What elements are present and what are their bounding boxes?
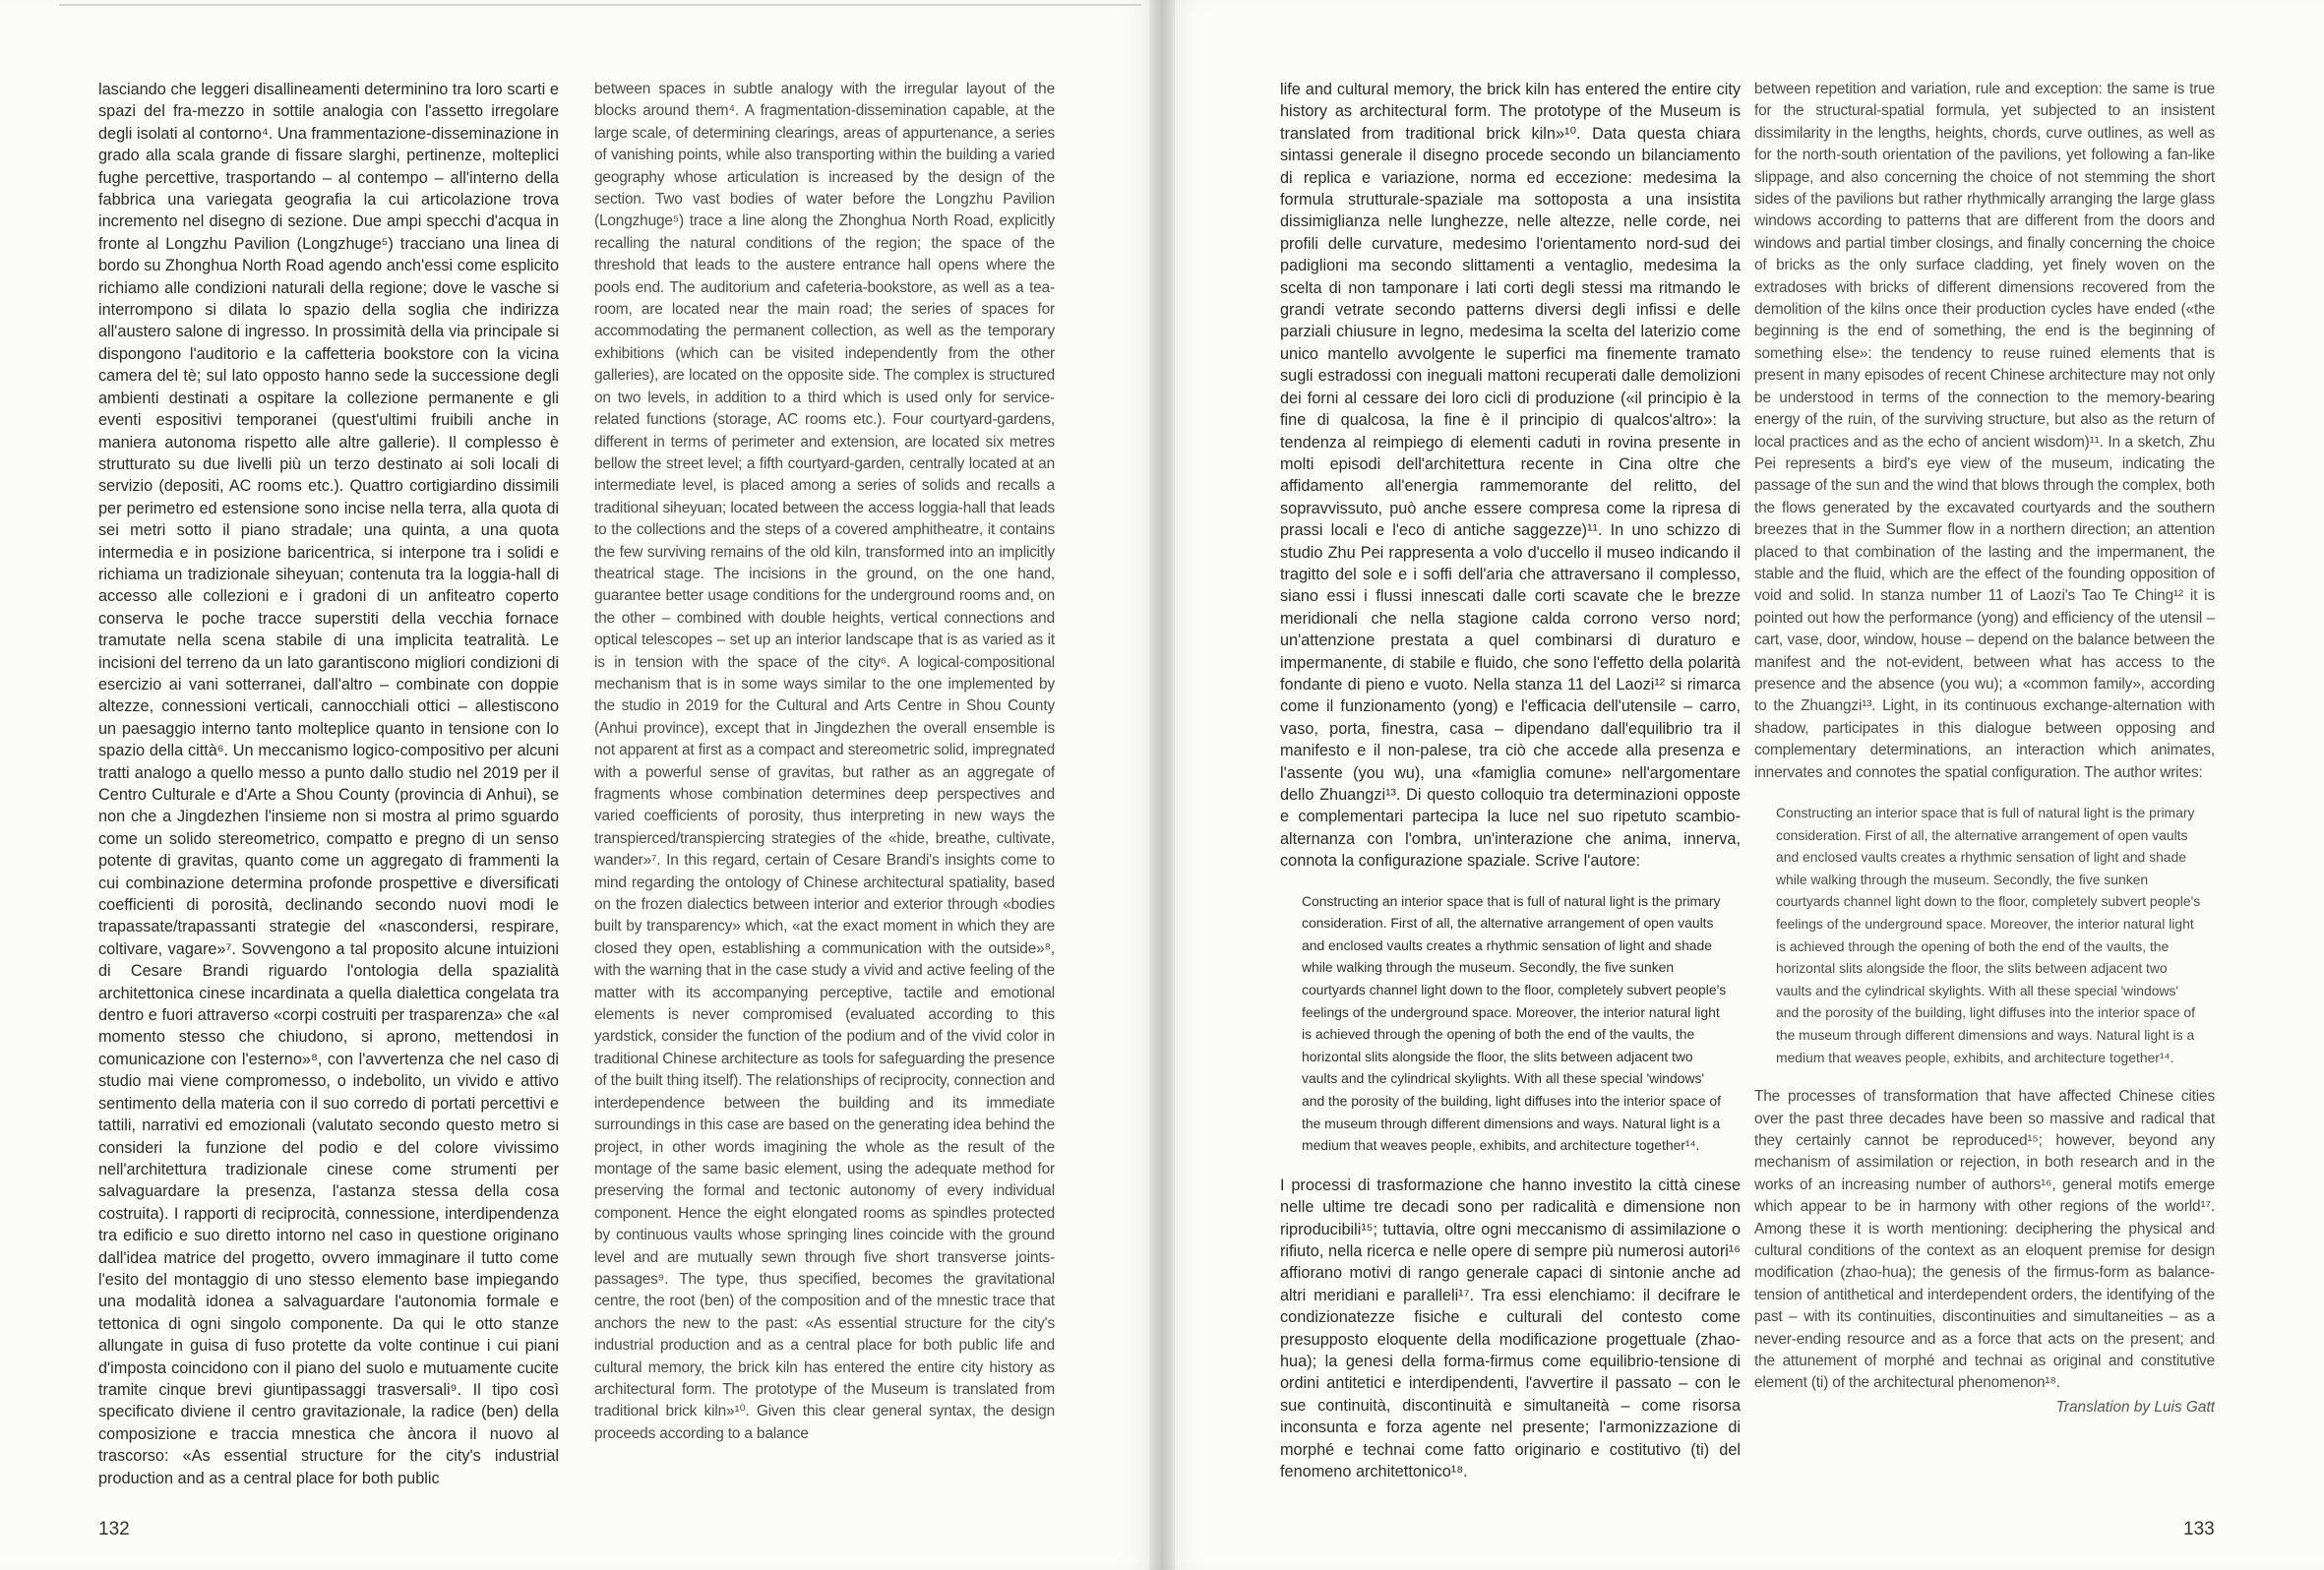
italian-body-text: lasciando che leggeri disallineamenti determinino tra loro scarti e spazi del fra-mezzo in sottile analogia con l'assetto irregolare degli isolati al contorno⁴. Una frammentazione-disseminazione in grado alla scala grande di fissare slarghi, pertinenze, molteplici fughe percettive, trasportando – al contempo – all'interno della fabbrica una variegata geografia la cui articolazione trova incremento nel disegno di sezione. Due ampi specchi d'acqua in fronte al Longzhu Pavilion (Longzhuge⁵) tracciano una linea di bordo su Zhonghua North Road agendo anch'essi come esplicito richiamo alle condizioni naturali della regione; dove le vasche si interrompono si dilata lo spazio della soglia che indirizza all'austero salone di ingresso. In prossimità della via principale si dispongono l'auditorio e la caffetteria bookstore con la vicina camera del tè; sul lato opposto hanno sede la successione degli ambienti destinati a ospitare la collezione permanente e gli eventi espositivi temporanei (quest'ultimi fruibili anche in maniera autonoma rispetto alle altre gallerie). Il complesso è strutturato su due livelli più un terzo destinato ai soli locali di servizio (depositi, AC rooms etc.). Quattro cortigiardino dissimili per perimetro ed estensione sono incise nella terra, alla quota di sei metri sotto il piano stradale; una quinta, a una quota intermedia e in posizione baricentrica, si interpone tra i solidi e richiama un tradizionale siheyuan; contenuta tra la loggia-hall di accesso alle collezioni e i gradoni di un anfiteatro coperto conserva le poche tracce superstiti della vecchia fornace tramutate nella scena stabile di una implicita teatralità. Le incisioni del terreno da un lato garantiscono migliori condizioni di esercizio ai vani sotterranei, dall'altro – combinate con doppie altezze, connessioni verticali, cannocchiali ottici – allestiscono un paesaggio interno tanto molteplice quanto in tensione con lo spazio della città⁶. Un meccanismo logico-compositivo per alcuni tratti analogo a quello messo a punto dallo studio nel 2019 per il Centro Culturale e d'Arte a Shou County (provincia di Anhui), se non che a Jingdezhen l'insieme non si mostra al primo sguardo come un solido stereometrico, compatto e pregno di un senso potente di gravitas, quanto come un aggregato di frammenti la cui combinazione determina profonde prospettive e diversificati coefficienti di porosità, declinando secondo nuovi modi le trapassate/trapassanti strategie del «nascondersi, respirare, coltivare, vagare»⁷. Sovvengono a tal proposito alcune intuizioni di Cesare Brandi riguardo l'ontologia della spazialità architettonica cinese incardinata a quella dialettica congelata tra dentro e fuori attraverso «corpi costruiti per trasparenza» che «al momento stesso che chiudono, si aprono, mettendosi in comunicazione con l'esterno»⁸, con l'avvertenza che nel caso di studio mai viene compromesso, o indebolito, un vivido e attivo sentimento della materia con il suo corredo di portati percettivi e tattili, narrativi ed emozionali (valutato secondo questo metro si consideri la funzione del podio e del colore vivissimo nell'architettura tradizionale cinese come strumenti per salvaguardare la presenza, l'astanza stessa della cosa costruita). I rapporti di reciprocità, connessione, interdipendenza tra edificio e suo diretto intorno nel caso in questione originano dall'idea matrice del progetto, ovvero immaginare il tutto come l'esito del montaggio di uno stesso elemento base impiegando una modalità idonea a salvaguardare l'autonomia formale e tettonica di ogni singolo componente. Da qui le otto stanze allungate in guisa di fuso protette da volte continue i cui piani d'imposta coincidono con il piano del suolo e mutuamente cucite tramite cinque brevi giuntipassaggi trasversali⁹. Il tipo così specificato diviene il centro gravitazionale, la radice (ben) della composizione e traccia mnestica che àncora il nuovo al trascorso: «As essential structure for the city's industrial production and as a central place for both public	[98, 81, 559, 1487]
page-number-left: 132	[98, 1519, 130, 1540]
book-gutter	[1149, 0, 1175, 1570]
english-column-left	[594, 79, 1055, 1515]
translation-credit: Translation by Luis Gatt	[2055, 1398, 2215, 1416]
top-rule	[59, 4, 1141, 6]
english-body-text: between repetition and variation, rule and exception: the same is true for the structural-spatial formula, yet subjected to an insistent dissimilarity in the lengths, heights, chords, curve outlines, as well as for the north-south orientation of the pavilions, yet following a fan-like slippage, and also concerning the choice of not stemming the short sides of the pavilions but rather rhythmically arranging the large glass windows according to patterns that are different from the doors and windows and partial timber closings, and finally concerning the choice of bricks as the only surface cladding, yet finely woven on the extradoses with bricks of different dimensions recovered from the demolition of the kilns once their production cycles have ended («the beginning is the end of something, the end is the beginning of something else»: the tendency to reuse ruined elements that is present in many episodes of recent Chinese architecture may not only be understood in terms of the connection to the memory-bearing energy of the ruin, of the surviving structure, but also as the return of local practices and as the echo of ancient wisdom)¹¹. In a sketch, Zhu Pei represents a bird's eye view of the museum, indicating the passage of the sun and the wind that blows through the complex, both the flows generated by the excavated courtyards and the southern breezes that in the Summer flow in a northern direction; an attention placed to that combination of the lasting and the impermanent, the stable and the fluid, which are the effect of the founding opposition of void and solid. In stanza number 11 of Laozi's Tao Te Ching¹² it is pointed out how the performance (yong) and efficiency of the utensil – cart, vase, door, window, house – depend on the balance between the manifest and the not-evident, between what has access to the presence and the absence (you wu); a «common family», according to the Zhuangzi¹³. Light, in its continuous exchange-alternation with shadow, participates in this dialogue between opposing and complementary determinations, an interaction which animates, innervates and connotes the spatial configuration. The author writes:	[1754, 81, 2215, 781]
italian-column-right	[1280, 79, 1741, 1515]
english-body-text-continued: The processes of transformation that have affected Chinese cities over the past three decades have been so massive and radical that they certainly cannot be reproduced¹⁵; however, beyond any mechanism of assimilation or rejection, in both research and in the works of an increasing number of authors¹⁶, general motifs emerge which appear to be in harmony with other regions of the world¹⁷. Among these it is worth mentioning: deciphering the physical and cultural conditions of the context as an eloquent premise for design modification (zhao-hua); the genesis of the firmus-form as balance-tension of antithetical and interdependent orders, the identifying of the past – with its continuities, discontinuities and simultaneities – as a never-ending resource and as a force that acts on the present; and the attunement of morphé and technai as original and constitutive element (ti) of the architectural phenomenon¹⁸.	[1754, 1088, 2215, 1392]
english-body-text: between spaces in subtle analogy with the irregular layout of the blocks around them⁴. A fragmentation-dissemination capable, at the large scale, of determining clearings, areas of appurtenance, a series of vanishing points, while also transporting within the building a varied geography whose articulation is increased by the design of the section. Two vast bodies of water before the Longzhu Pavilion (Longzhuge⁵) trace a line along the Zhonghua North Road, explicitly recalling the natural conditions of the region; the space of the threshold that leads to the austere entrance hall opens where the pools end. The auditorium and cafeteria-bookstore, as well as a tea-room, are located near the main road; the series of spaces for accommodating the permanent collection, as well as the temporary exhibitions (which can be visited independently from the other galleries), are located on the opposite side. The complex is structured on two levels, in addition to a third which is used only for service-related functions (storage, AC rooms etc.). Four courtyard-gardens, different in terms of perimeter and extension, are located six metres bellow the street level; a fifth courtyard-garden, centrally located at an intermediate level, is placed among a series of solids and recalls a traditional siheyuan; located between the access loggia-hall that leads to the collections and the steps of a covered amphitheatre, it contains the few surviving remains of the old kiln, transformed into an implicitly theatrical stage. The incisions in the ground, on the one hand, guarantee better usage conditions for the underground rooms and, on the other – combined with double heights, vertical connections and optical telescopes – set up an interior landscape that is as varied as it is in tension with the space of the city⁶. A logical-compositional mechanism that is in some ways similar to the one implemented by the studio in 2019 for the Cultural and Arts Centre in Shou County (Anhui province), except that in Jingdezhen the overall ensemble is not apparent at first as a compact and stereometric solid, impregnated with a powerful sense of gravitas, but rather as an aggregate of fragments whose combination determines deep perspectives and varied coefficients of porosity, thus interpreting in new ways the transpierced/transpiercing strategies of the «hide, breathe, cultivate, wander»⁷. In this regard, certain of Cesare Brandi's insights come to mind regarding the ontology of Chinese architectural spatiality, based on the frozen dialectics between interior and exterior through «bodies built by transparency» which, «at the exact moment in which they are closed they open, establishing a communication with the outside»⁸, with the warning that in the case study a vivid and active feeling of the matter with its accompanying perceptive, tactile and emotional elements is never compromised (evaluated according to this yardstick, consider the function of the podium and of the vivid color in traditional Chinese architecture as tools for safeguarding the presence of the built thing itself). The relationships of reciprocity, connection and interdependence between the building and its immediate surroundings in this case are based on the generating idea behind the project, in other words imagining the whole as the result of the montage of the same basic element, using the adequate method for preserving the formal and tectonic autonomy of every individual component. Hence the eight elongated rooms as spindles protected by continuous vaults whose springing lines coincide with the ground level and are mutually sewn through five short transverse joints-passages⁹. The type, thus specified, becomes the gravitational centre, the root (ben) of the composition and of the mnestic trace that anchors the new to the past: «As essential structure for the city's industrial production and as a central place for both public life and cultural memory, the brick kiln has entered the entire city history as architectural form. The prototype of the Museum is translated from traditional brick kiln»¹⁰. Given this clear general syntax, the design proceeds according to a balance	[594, 81, 1055, 1442]
italian-body-text-continued: I processi di trasformazione che hanno investito la città cinese nelle ultime tre decadi sono per radicalità e dimensione non riproducibili¹⁵; tuttavia, oltre ogni meccanismo di assimilazione o rifiuto, nella ricerca e nelle opere di sempre più numerosi autori¹⁶ affiorano motivi di rango generale capaci di sintonie anche ad altri meridiani e paralleli¹⁷. Tra essi elenchiamo: il decifrare le condizionatezze fisiche e culturali del contesto come presupposto eloquente della modificazione progettuale (zhao-hua); la genesi della forma-firmus come equilibrio-tensione di ordini antitetici e interdipendenti, l'avvertire il passato – con le sue continuità, discontinuità e simultaneità – come risorsa inconsunta e forza agente nel presente; l'armonizzazione di morphé e technai come fatto originario e costitutivo (ti) del fenomeno architettonico¹⁸.	[1280, 1176, 1741, 1481]
italian-column-left	[98, 79, 559, 1515]
block-quote: Constructing an interior space that is full of natural light is the primary consideration. First of all, the alternative arrangement of open vaults and enclosed vaults creates a rhythmic sensation of light and shade while walking through the museum. Secondly, the five sunken courtyards channel light down to the floor, completely subvert people's feelings of the underground space. Moreover, the interior natural light is achieved through the opening of both the end of the vaults, the horizontal slits alongside the floor, the slits between adjacent two vaults and the cylindrical skylights. With all these special 'windows' and the porosity of the building, light diffuses into the interior space of the museum through different dimensions and ways. Natural light is a medium that weaves people, exhibits, and architecture together¹⁴.	[1302, 892, 1727, 1154]
block-quote: Constructing an interior space that is full of natural light is the primary consideration. First of all, the alternative arrangement of open vaults and enclosed vaults creates a rhythmic sensation of light and shade while walking through the museum. Secondly, the five sunken courtyards channel light down to the floor, completely subvert people's feelings of the underground space. Moreover, the interior natural light is achieved through the opening of both the end of the vaults, the horizontal slits alongside the floor, the slits between adjacent two vaults and the cylindrical skylights. With all these special 'windows' and the porosity of the building, light diffuses into the interior space of the museum through different dimensions and ways. Natural light is a medium that weaves people, exhibits, and architecture together¹⁴.	[1776, 805, 2201, 1065]
page-number-right: 133	[2183, 1519, 2215, 1540]
right-page	[1162, 0, 2324, 1570]
italian-body-text: life and cultural memory, the brick kiln has entered the entire city history as architectural form. The prototype of the Museum is translated from traditional brick kiln»¹⁰. Data questa chiara sintassi generale il disegno procede secondo un bilanciamento di replica e variazione, norma ed eccezione: medesima la formula strutturale-spaziale ma sottoposta a una insistita dissimiglianza nelle lunghezze, nelle altezze, nelle corde, nei profili delle curvature, medesimo l'orientamento nord-sud dei padiglioni ma secondo slittamenti a ventaglio, medesima la scelta di non tamponare i lati corti degli stessi ma ritmando le grandi vetrate secondo patterns diversi degli infissi e delle parziali chiusure in legno, medesima la scelta del laterizio come unico mantello avvolgente le superfici ma finemente tramato sugli estradossi con ineguali mattoni recuperati dalle demolizioni dei forni al cessare dei loro cicli di produzione («il principio è la fine di qualcosa, la fine è il principio di qualcos'altro»: la tendenza al reimpiego di elementi caduti in rovina presente in molti episodi dell'architettura recente in Cina oltre che affidamento all'energia rammemorante del relitto, del sopravvissuto, può anche essere compresa come la ripresa di prassi locali e l'eco di antiche saggezze)¹¹. In uno schizzo di studio Zhu Pei rappresenta a volo d'uccello il museo indicando il tragitto del sole e i soffi dell'aria che attraversano il complesso, siano essi i flussi innescati dalle corti scavate che le brezze meridionali che nella stagione calda corrono verso nord; un'attenzione prestata a quel combinarsi di duraturo e impermanente, di stabile e fluido, che sono l'effetto della polarità fondante di pieno e vuoto. Nella stanza 11 del Laozi¹² si rimarca come il funzionamento (yong) e l'efficacia dell'utensile – carro, vaso, porta, finestra, casa – dipendano dall'equilibrio tra il manifesto e il non-palese, tra ciò che accede alla presenza e l'assente (you wu), una «famiglia comune» nell'argomentare dello Zhuangzi¹³. Di questo colloquio tra determinazioni opposte e complementari partecipa la luce nel suo ripetuto scambio-alternanza con l'ombra, un'interazione che anima, innerva, connota la configurazione spaziale. Scrive l'autore:	[1280, 81, 1741, 871]
english-column-right	[1754, 79, 2215, 1515]
